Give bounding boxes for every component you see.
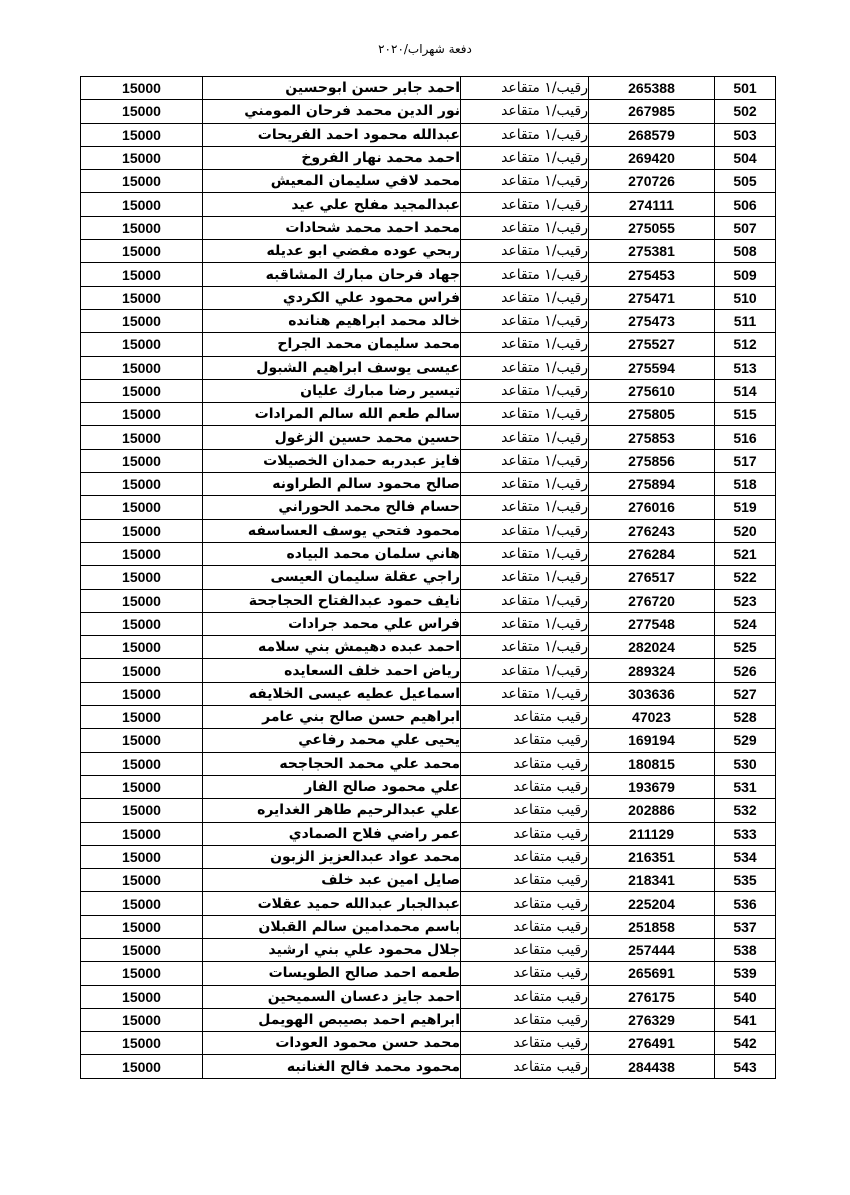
amount-cell: 15000 (81, 519, 203, 542)
rank-cell: رقيب/١ متقاعد (461, 77, 589, 100)
name-cell: محمد سليمان محمد الجراح (203, 333, 461, 356)
rank-cell: رقيب/١ متقاعد (461, 519, 589, 542)
table-row (81, 100, 776, 123)
serial-number-cell: 540 (715, 985, 776, 1008)
rank-cell: رقيب متقاعد (461, 915, 589, 938)
table-row (81, 403, 776, 426)
rank-cell: رقيب متقاعد (461, 729, 589, 752)
serial-number-cell: 516 (715, 426, 776, 449)
name-cell: علي عبدالرحيم طاهر الغدايره (203, 799, 461, 822)
table-row (81, 612, 776, 635)
rank-cell: رقيب/١ متقاعد (461, 612, 589, 635)
roster-table (80, 76, 776, 1079)
amount-cell: 15000 (81, 985, 203, 1008)
serial-number-cell: 543 (715, 1055, 776, 1078)
name-cell: احمد محمد نهار الفروخ (203, 146, 461, 169)
table-row (81, 193, 776, 216)
rank-cell: رقيب/١ متقاعد (461, 379, 589, 402)
serial-number-cell: 509 (715, 263, 776, 286)
id-number-cell: 276517 (589, 566, 715, 589)
table-row (81, 729, 776, 752)
amount-cell: 15000 (81, 799, 203, 822)
table-row (81, 938, 776, 961)
id-number-cell: 275594 (589, 356, 715, 379)
id-number-cell: 193679 (589, 775, 715, 798)
rank-cell: رقيب متقاعد (461, 962, 589, 985)
serial-number-cell: 507 (715, 216, 776, 239)
amount-cell: 15000 (81, 193, 203, 216)
table-row (81, 519, 776, 542)
id-number-cell: 267985 (589, 100, 715, 123)
rank-cell: رقيب/١ متقاعد (461, 240, 589, 263)
table-row (81, 1008, 776, 1031)
rank-cell: رقيب/١ متقاعد (461, 659, 589, 682)
id-number-cell: 275473 (589, 309, 715, 332)
rank-cell: رقيب/١ متقاعد (461, 496, 589, 519)
id-number-cell: 225204 (589, 892, 715, 915)
rank-cell: رقيب/١ متقاعد (461, 100, 589, 123)
rank-cell: رقيب/١ متقاعد (461, 146, 589, 169)
id-number-cell: 276243 (589, 519, 715, 542)
serial-number-cell: 542 (715, 1032, 776, 1055)
serial-number-cell: 506 (715, 193, 776, 216)
rank-cell: رقيب متقاعد (461, 799, 589, 822)
amount-cell: 15000 (81, 100, 203, 123)
amount-cell: 15000 (81, 659, 203, 682)
serial-number-cell: 526 (715, 659, 776, 682)
name-cell: جهاد فرحان مبارك المشاقبه (203, 263, 461, 286)
id-number-cell: 276491 (589, 1032, 715, 1055)
name-cell: حسام فالح محمد الحوراني (203, 496, 461, 519)
serial-number-cell: 502 (715, 100, 776, 123)
rank-cell: رقيب متقاعد (461, 775, 589, 798)
id-number-cell: 276016 (589, 496, 715, 519)
serial-number-cell: 520 (715, 519, 776, 542)
serial-number-cell: 511 (715, 309, 776, 332)
amount-cell: 15000 (81, 309, 203, 332)
name-cell: صايل امين عبد خلف (203, 869, 461, 892)
amount-cell: 15000 (81, 775, 203, 798)
amount-cell: 15000 (81, 589, 203, 612)
rank-cell: رقيب/١ متقاعد (461, 333, 589, 356)
rank-cell: رقيب/١ متقاعد (461, 542, 589, 565)
serial-number-cell: 504 (715, 146, 776, 169)
serial-number-cell: 532 (715, 799, 776, 822)
table-row (81, 542, 776, 565)
id-number-cell: 216351 (589, 845, 715, 868)
id-number-cell: 277548 (589, 612, 715, 635)
id-number-cell: 275610 (589, 379, 715, 402)
amount-cell: 15000 (81, 915, 203, 938)
name-cell: محمد احمد محمد شحادات (203, 216, 461, 239)
rank-cell: رقيب متقاعد (461, 1008, 589, 1031)
table-row (81, 752, 776, 775)
amount-cell: 15000 (81, 1032, 203, 1055)
name-cell: عمر راضي فلاح الصمادي (203, 822, 461, 845)
serial-number-cell: 527 (715, 682, 776, 705)
id-number-cell: 275381 (589, 240, 715, 263)
name-cell: محمد عواد عبدالعزيز الزبون (203, 845, 461, 868)
serial-number-cell: 514 (715, 379, 776, 402)
name-cell: احمد جابر حسن ابوحسين (203, 77, 461, 100)
table-row (81, 263, 776, 286)
serial-number-cell: 513 (715, 356, 776, 379)
id-number-cell: 275805 (589, 403, 715, 426)
amount-cell: 15000 (81, 473, 203, 496)
table-row (81, 822, 776, 845)
serial-number-cell: 536 (715, 892, 776, 915)
serial-number-cell: 538 (715, 938, 776, 961)
amount-cell: 15000 (81, 752, 203, 775)
table-row (81, 309, 776, 332)
id-number-cell: 275471 (589, 286, 715, 309)
name-cell: نور الدين محمد فرحان المومني (203, 100, 461, 123)
id-number-cell: 275856 (589, 449, 715, 472)
id-number-cell: 211129 (589, 822, 715, 845)
id-number-cell: 274111 (589, 193, 715, 216)
id-number-cell: 289324 (589, 659, 715, 682)
rank-cell: رقيب/١ متقاعد (461, 426, 589, 449)
name-cell: فايز عبدربه حمدان الخصيلات (203, 449, 461, 472)
table-row (81, 426, 776, 449)
name-cell: احمد جايز دعسان السميحين (203, 985, 461, 1008)
rank-cell: رقيب متقاعد (461, 752, 589, 775)
name-cell: عبدالمجيد مفلح علي عيد (203, 193, 461, 216)
table-row (81, 799, 776, 822)
amount-cell: 15000 (81, 1055, 203, 1078)
amount-cell: 15000 (81, 216, 203, 239)
amount-cell: 15000 (81, 77, 203, 100)
amount-cell: 15000 (81, 636, 203, 659)
table-row (81, 146, 776, 169)
id-number-cell: 269420 (589, 146, 715, 169)
serial-number-cell: 539 (715, 962, 776, 985)
amount-cell: 15000 (81, 170, 203, 193)
id-number-cell: 180815 (589, 752, 715, 775)
id-number-cell: 265691 (589, 962, 715, 985)
serial-number-cell: 518 (715, 473, 776, 496)
table-row (81, 473, 776, 496)
id-number-cell: 257444 (589, 938, 715, 961)
amount-cell: 15000 (81, 962, 203, 985)
name-cell: محمد لافي سليمان المعيش (203, 170, 461, 193)
amount-cell: 15000 (81, 706, 203, 729)
table-row (81, 77, 776, 100)
id-number-cell: 276720 (589, 589, 715, 612)
amount-cell: 15000 (81, 892, 203, 915)
name-cell: فراس علي محمد جرادات (203, 612, 461, 635)
rank-cell: رقيب/١ متقاعد (461, 123, 589, 146)
id-number-cell: 284438 (589, 1055, 715, 1078)
table-row (81, 240, 776, 263)
id-number-cell: 275453 (589, 263, 715, 286)
rank-cell: رقيب/١ متقاعد (461, 356, 589, 379)
serial-number-cell: 517 (715, 449, 776, 472)
name-cell: رياض احمد خلف السعايده (203, 659, 461, 682)
id-number-cell: 276284 (589, 542, 715, 565)
table-row (81, 333, 776, 356)
id-number-cell: 303636 (589, 682, 715, 705)
serial-number-cell: 529 (715, 729, 776, 752)
name-cell: صالح محمود سالم الطراونه (203, 473, 461, 496)
serial-number-cell: 503 (715, 123, 776, 146)
id-number-cell: 282024 (589, 636, 715, 659)
rank-cell: رقيب متقاعد (461, 822, 589, 845)
name-cell: ربحي عوده مفضي ابو عديله (203, 240, 461, 263)
serial-number-cell: 541 (715, 1008, 776, 1031)
rank-cell: رقيب/١ متقاعد (461, 309, 589, 332)
table-row (81, 985, 776, 1008)
name-cell: محمود محمد فالح الغنانبه (203, 1055, 461, 1078)
amount-cell: 15000 (81, 379, 203, 402)
amount-cell: 15000 (81, 682, 203, 705)
id-number-cell: 275894 (589, 473, 715, 496)
rank-cell: رقيب متقاعد (461, 845, 589, 868)
name-cell: خالد محمد ابراهيم هنانده (203, 309, 461, 332)
amount-cell: 15000 (81, 286, 203, 309)
rank-cell: رقيب متقاعد (461, 1032, 589, 1055)
id-number-cell: 47023 (589, 706, 715, 729)
table-row (81, 636, 776, 659)
serial-number-cell: 522 (715, 566, 776, 589)
name-cell: هاني سلمان محمد البياده (203, 542, 461, 565)
table-row (81, 589, 776, 612)
rank-cell: رقيب متقاعد (461, 1055, 589, 1078)
name-cell: طعمه احمد صالح الطويسات (203, 962, 461, 985)
serial-number-cell: 523 (715, 589, 776, 612)
rank-cell: رقيب متقاعد (461, 985, 589, 1008)
name-cell: حسين محمد حسين الزغول (203, 426, 461, 449)
name-cell: عيسى يوسف ابراهيم الشبول (203, 356, 461, 379)
serial-number-cell: 531 (715, 775, 776, 798)
serial-number-cell: 508 (715, 240, 776, 263)
amount-cell: 15000 (81, 403, 203, 426)
name-cell: سالم طعم الله سالم المرادات (203, 403, 461, 426)
name-cell: محمد حسن محمود العودات (203, 1032, 461, 1055)
table-row (81, 123, 776, 146)
id-number-cell: 169194 (589, 729, 715, 752)
table-row (81, 706, 776, 729)
name-cell: جلال محمود علي بني ارشيد (203, 938, 461, 961)
table-row (81, 775, 776, 798)
table-row (81, 379, 776, 402)
rank-cell: رقيب/١ متقاعد (461, 449, 589, 472)
serial-number-cell: 524 (715, 612, 776, 635)
serial-number-cell: 505 (715, 170, 776, 193)
amount-cell: 15000 (81, 333, 203, 356)
amount-cell: 15000 (81, 263, 203, 286)
id-number-cell: 270726 (589, 170, 715, 193)
rank-cell: رقيب/١ متقاعد (461, 193, 589, 216)
rank-cell: رقيب/١ متقاعد (461, 286, 589, 309)
table-row (81, 892, 776, 915)
rank-cell: رقيب متقاعد (461, 869, 589, 892)
name-cell: باسم محمدامين سالم القبلان (203, 915, 461, 938)
name-cell: ابراهيم احمد بصيبص الهويمل (203, 1008, 461, 1031)
name-cell: نايف حمود عبدالفتاح الحجاجحة (203, 589, 461, 612)
id-number-cell: 218341 (589, 869, 715, 892)
name-cell: احمد عبده دهيمش بني سلامه (203, 636, 461, 659)
name-cell: اسماعيل عطيه عيسى الخلايفه (203, 682, 461, 705)
rank-cell: رقيب/١ متقاعد (461, 566, 589, 589)
id-number-cell: 275853 (589, 426, 715, 449)
amount-cell: 15000 (81, 822, 203, 845)
name-cell: ابراهيم حسن صالح بني عامر (203, 706, 461, 729)
table-row (81, 449, 776, 472)
id-number-cell: 202886 (589, 799, 715, 822)
rank-cell: رقيب متقاعد (461, 938, 589, 961)
serial-number-cell: 521 (715, 542, 776, 565)
rank-cell: رقيب/١ متقاعد (461, 263, 589, 286)
amount-cell: 15000 (81, 938, 203, 961)
id-number-cell: 268579 (589, 123, 715, 146)
amount-cell: 15000 (81, 845, 203, 868)
id-number-cell: 276329 (589, 1008, 715, 1031)
id-number-cell: 251858 (589, 915, 715, 938)
name-cell: علي محمود صالح الفار (203, 775, 461, 798)
table-row (81, 1032, 776, 1055)
serial-number-cell: 530 (715, 752, 776, 775)
id-number-cell: 275527 (589, 333, 715, 356)
rank-cell: رقيب/١ متقاعد (461, 170, 589, 193)
name-cell: راجي عقلة سليمان العيسى (203, 566, 461, 589)
serial-number-cell: 519 (715, 496, 776, 519)
rank-cell: رقيب/١ متقاعد (461, 216, 589, 239)
table-row (81, 170, 776, 193)
name-cell: عبدالله محمود احمد الفريحات (203, 123, 461, 146)
rank-cell: رقيب متقاعد (461, 706, 589, 729)
page-title: دفعة شهراب/٢٠٢٠ (378, 42, 472, 56)
serial-number-cell: 515 (715, 403, 776, 426)
table-row (81, 286, 776, 309)
amount-cell: 15000 (81, 146, 203, 169)
rank-cell: رقيب/١ متقاعد (461, 636, 589, 659)
table-row (81, 496, 776, 519)
serial-number-cell: 512 (715, 333, 776, 356)
rank-cell: رقيب متقاعد (461, 892, 589, 915)
amount-cell: 15000 (81, 426, 203, 449)
table-row (81, 216, 776, 239)
table-row (81, 962, 776, 985)
id-number-cell: 275055 (589, 216, 715, 239)
serial-number-cell: 525 (715, 636, 776, 659)
table-row (81, 682, 776, 705)
name-cell: فراس محمود علي الكردي (203, 286, 461, 309)
amount-cell: 15000 (81, 542, 203, 565)
roster-table-body (81, 77, 776, 1079)
table-row (81, 845, 776, 868)
serial-number-cell: 510 (715, 286, 776, 309)
serial-number-cell: 501 (715, 77, 776, 100)
serial-number-cell: 533 (715, 822, 776, 845)
amount-cell: 15000 (81, 449, 203, 472)
serial-number-cell: 537 (715, 915, 776, 938)
id-number-cell: 265388 (589, 77, 715, 100)
name-cell: يحيى علي محمد رفاعي (203, 729, 461, 752)
id-number-cell: 276175 (589, 985, 715, 1008)
amount-cell: 15000 (81, 240, 203, 263)
name-cell: تيسير رضا مبارك عليان (203, 379, 461, 402)
table-row (81, 915, 776, 938)
name-cell: محمد علي محمد الحجاجحه (203, 752, 461, 775)
rank-cell: رقيب/١ متقاعد (461, 589, 589, 612)
rank-cell: رقيب/١ متقاعد (461, 682, 589, 705)
serial-number-cell: 528 (715, 706, 776, 729)
table-row (81, 869, 776, 892)
amount-cell: 15000 (81, 1008, 203, 1031)
amount-cell: 15000 (81, 729, 203, 752)
table-row (81, 566, 776, 589)
rank-cell: رقيب/١ متقاعد (461, 403, 589, 426)
amount-cell: 15000 (81, 496, 203, 519)
serial-number-cell: 535 (715, 869, 776, 892)
table-row (81, 356, 776, 379)
amount-cell: 15000 (81, 869, 203, 892)
amount-cell: 15000 (81, 356, 203, 379)
amount-cell: 15000 (81, 123, 203, 146)
name-cell: عبدالجبار عبدالله حميد عقلات (203, 892, 461, 915)
rank-cell: رقيب/١ متقاعد (461, 473, 589, 496)
serial-number-cell: 534 (715, 845, 776, 868)
table-row (81, 1055, 776, 1078)
amount-cell: 15000 (81, 612, 203, 635)
table-row (81, 659, 776, 682)
amount-cell: 15000 (81, 566, 203, 589)
name-cell: محمود فتحي يوسف العساسفه (203, 519, 461, 542)
